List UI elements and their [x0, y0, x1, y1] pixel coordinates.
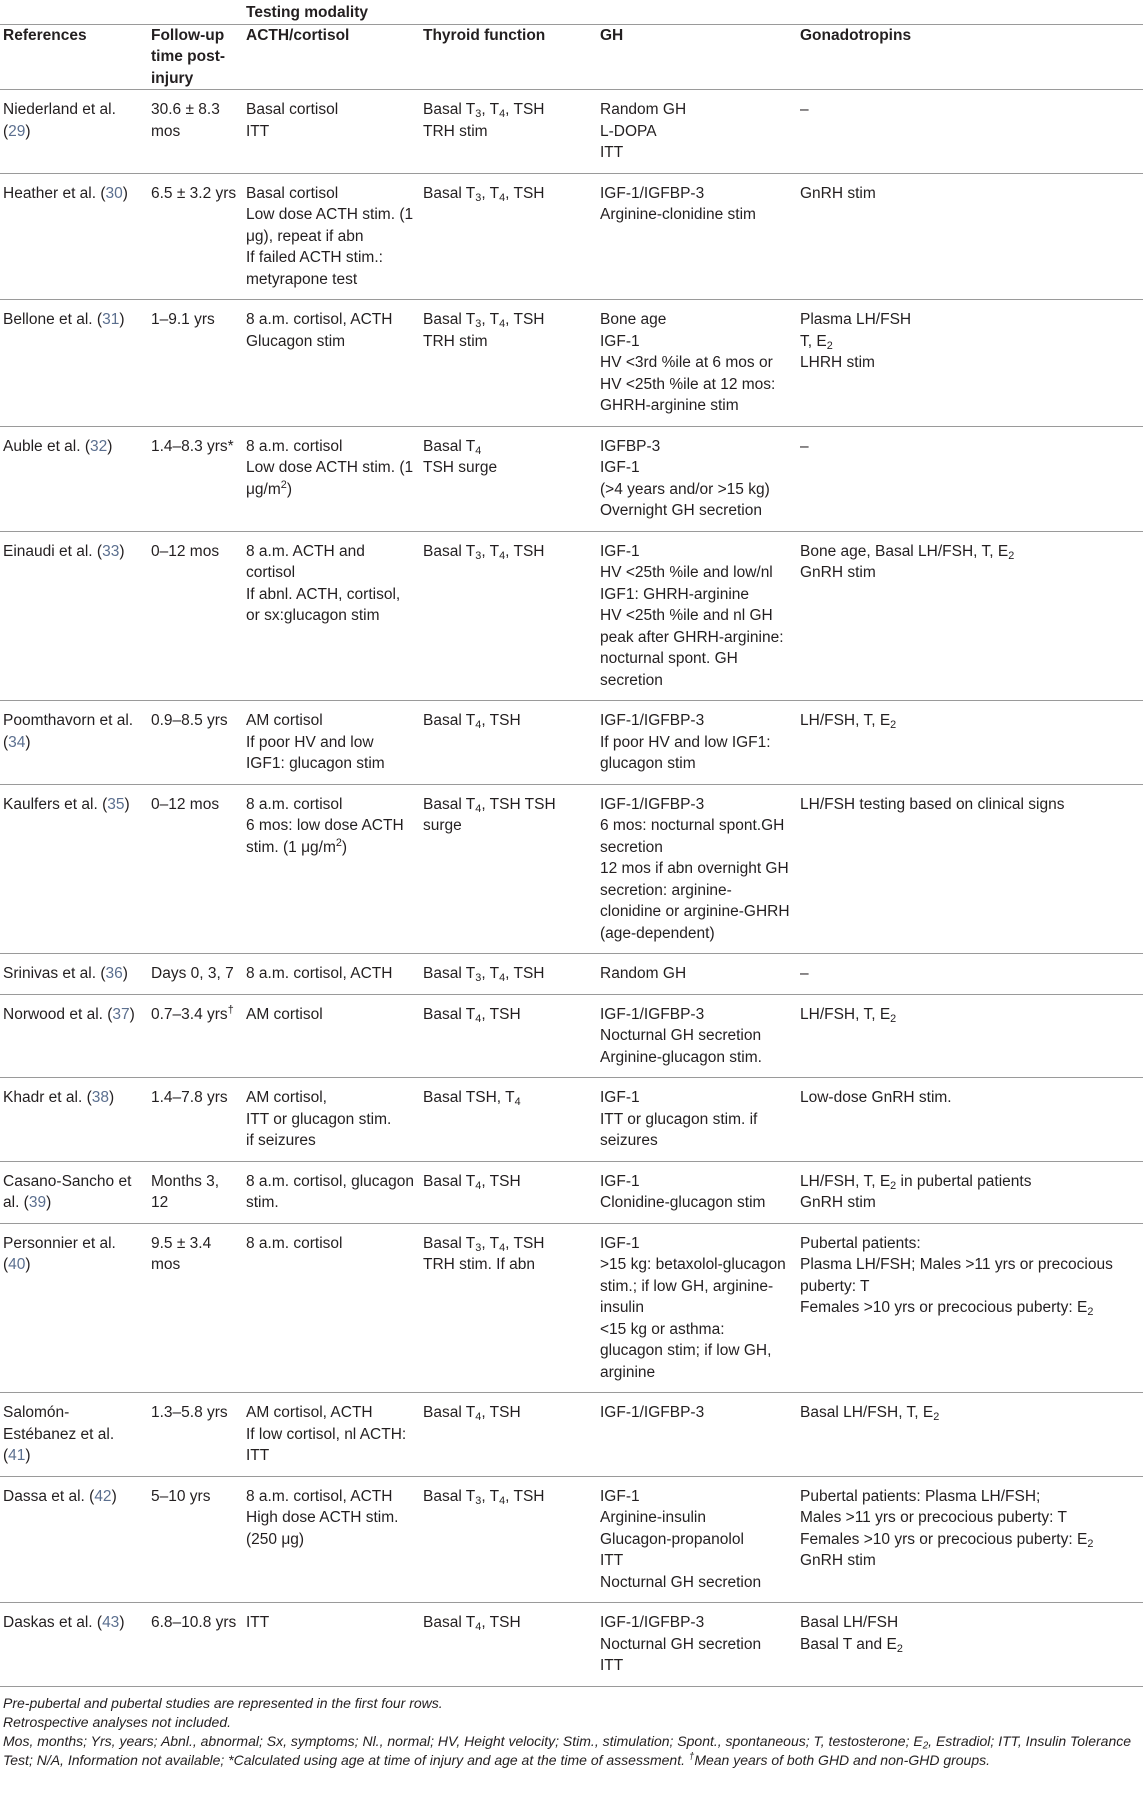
- gh-cell: [597, 1223, 797, 1393]
- gonadotropins-cell: [797, 1161, 1143, 1223]
- table-body: [0, 90, 1143, 1687]
- reference-cell: [0, 1476, 148, 1603]
- cell-line: HV <25th %ile and low/nl IGF1: GHRH-arginine: [600, 564, 773, 603]
- cell-line: (>4 years and/or >15 kg): [600, 480, 770, 498]
- thyroid-cell: [420, 954, 597, 995]
- gh-cell: [597, 1393, 797, 1477]
- cell-line: Basal $T_3$, $T_4$, TSH: [423, 184, 545, 204]
- cell-line: IGF-1: [600, 1234, 640, 1252]
- acth-cortisol-cell: [243, 994, 420, 1078]
- gh-cell: [597, 954, 797, 995]
- cell-line: Basal LH/FSH: [800, 1614, 899, 1631]
- gh-cell: [597, 90, 797, 174]
- cell-line: Pubertal patients: Plasma LH/FSH;: [800, 1487, 1041, 1505]
- citation-link[interactable]: 33: [102, 542, 120, 560]
- gonadotropins-cell: [797, 1078, 1143, 1162]
- reference-close: ): [129, 1005, 135, 1023]
- cell-line: Basal $T_3$, $T_4$, TSH: [423, 542, 545, 562]
- cell-line: 8 a.m. cortisol: [246, 795, 343, 813]
- cell-line: 8 a.m. cortisol: [246, 1234, 343, 1252]
- thyroid-cell: [420, 701, 597, 785]
- cell-line: 6.5 ± 3.2 yrs: [151, 184, 237, 202]
- cell-line: Females >10 yrs or precocious puberty: $E_2$: [800, 1299, 1094, 1319]
- reference-close: ): [124, 795, 130, 813]
- citation-link[interactable]: 43: [102, 1614, 120, 1631]
- gonadotropins-cell: [797, 426, 1143, 531]
- gh-cell: [597, 784, 797, 954]
- followup-cell: [148, 1078, 243, 1162]
- cell-line: TRH stim: [423, 332, 488, 350]
- reference-name: Kaulfers et al. (: [3, 795, 108, 813]
- cell-line: ITT or glucagon stim.: [246, 1110, 392, 1128]
- citation-link[interactable]: 40: [8, 1256, 26, 1273]
- cell-line: If poor HV and low IGF1: glucagon stim: [600, 733, 771, 772]
- cell-line: 8 a.m. cortisol, ACTH: [246, 965, 393, 982]
- reference-cell: [0, 426, 148, 531]
- thyroid-cell: [420, 531, 597, 701]
- cell-line: Days 0, 3, 7: [151, 965, 234, 982]
- cell-line: Arginine-insulin: [600, 1509, 706, 1526]
- followup-cell: [148, 300, 243, 427]
- acth-cortisol-cell: [243, 300, 420, 427]
- reference-cell: [0, 1603, 148, 1687]
- cell-line: If poor HV and low IGF1: glucagon stim: [246, 733, 385, 772]
- reference-name: Dassa et al. (: [3, 1487, 95, 1505]
- cell-line: If low cortisol, nl ACTH: ITT: [246, 1425, 407, 1464]
- cell-line: Basal $T_4$, TSH: [423, 1404, 521, 1424]
- reference-close: ): [122, 184, 128, 202]
- cell-line: 30.6 ± 8.3 mos: [151, 101, 220, 140]
- cell-line: T, $E_2$: [800, 332, 833, 352]
- cell-line: Nocturnal GH secretion: [600, 1027, 762, 1044]
- column-header-acth-cortisol: ACTH/cortisol: [243, 24, 420, 90]
- cell-line: Plasma LH/FSH; Males >11 yrs or precocious puberty: T: [800, 1256, 1113, 1295]
- reference-cell: [0, 90, 148, 174]
- cell-line: Basal $T_4$, TSH: [423, 1005, 521, 1025]
- reference-close: ): [107, 437, 113, 455]
- acth-cortisol-cell: [243, 1078, 420, 1162]
- acth-cortisol-cell: [243, 1476, 420, 1603]
- acth-cortisol-cell: [243, 784, 420, 954]
- reference-close: ): [119, 311, 125, 328]
- cell-line: ITT: [600, 1552, 624, 1569]
- footnote: Mos, months; Yrs, years; Abnl., abnormal; Sx, symptoms; Nl., normal; HV, Height velocity; Stim., stimulation; Spont., spontaneous; T, testosterone; $E_2$, Estradiol; ITT, Insulin Tolerance Test; N/A, Information not available; *Calculated using age at time of injury and age at the time of assessment. †Mean years of both GHD and non-GHD groups.: [3, 1732, 1132, 1768]
- followup-cell: [148, 994, 243, 1078]
- cell-line: LH/FSH, T, $E_2$: [800, 712, 897, 732]
- followup-cell: [148, 1603, 243, 1687]
- table-row: [0, 426, 1143, 531]
- thyroid-cell: [420, 1603, 597, 1687]
- cell-line: 0.9–8.5 yrs: [151, 712, 228, 729]
- reference-cell: [0, 701, 148, 785]
- followup-cell: [148, 1476, 243, 1603]
- acth-cortisol-cell: [243, 1603, 420, 1687]
- cell-line: IGF-1/IGFBP-3: [600, 795, 705, 813]
- gh-cell: [597, 173, 797, 300]
- cell-line: Basal $T_4$, TSH: [423, 712, 521, 732]
- cell-line: AM cortisol, ACTH: [246, 1404, 373, 1421]
- cell-line: LH/FSH testing based on clinical signs: [800, 795, 1065, 813]
- acth-cortisol-cell: [243, 426, 420, 531]
- acth-cortisol-cell: [243, 1161, 420, 1223]
- gh-cell: [597, 1078, 797, 1162]
- column-header-gonadotropins: Gonadotropins: [797, 24, 1143, 90]
- cell-line: Basal $T_4$: [423, 437, 482, 457]
- reference-cell: [0, 784, 148, 954]
- cell-line: IGF-1/IGFBP-3: [600, 1614, 705, 1631]
- gonadotropins-cell: [797, 173, 1143, 300]
- cell-line: Basal $T_3$, $T_4$, TSH: [423, 311, 545, 331]
- cell-line: 1–9.1 yrs: [151, 311, 215, 328]
- cell-line: Basal $T_3$, $T_4$, TSH: [423, 1234, 545, 1254]
- gh-cell: [597, 1476, 797, 1603]
- reference-cell: [0, 954, 148, 995]
- citation-link[interactable]: 39: [28, 1194, 47, 1211]
- cell-line: GnRH stim: [800, 184, 876, 202]
- cell-line: Low dose ACTH stim. (1 $\mu g/m^2$): [246, 459, 414, 498]
- acth-cortisol-cell: [243, 1393, 420, 1477]
- reference-name: Daskas et al. (: [3, 1614, 103, 1631]
- followup-cell: [148, 173, 243, 300]
- cell-line: Basal $T_4$, TSH: [423, 1614, 521, 1634]
- acth-cortisol-cell: [243, 701, 420, 785]
- citation-link[interactable]: 34: [8, 733, 26, 751]
- cell-line: Basal T and $E_2$: [800, 1635, 903, 1655]
- table-row: [0, 701, 1143, 785]
- reference-name: Norwood et al. (: [3, 1005, 113, 1023]
- cell-line: ITT: [246, 1614, 270, 1631]
- cell-line: Males >11 yrs or precocious puberty: T: [800, 1509, 1067, 1526]
- reference-cell: [0, 531, 148, 701]
- reference-cell: [0, 300, 148, 427]
- table-row: [0, 90, 1143, 174]
- cell-line: ITT or glucagon stim. if seizures: [600, 1110, 758, 1149]
- thyroid-cell: [420, 994, 597, 1078]
- gonadotropins-cell: [797, 1393, 1143, 1477]
- thyroid-cell: [420, 173, 597, 300]
- column-header-thyroid: Thyroid function: [420, 24, 597, 90]
- cell-line: 5–10 yrs: [151, 1487, 211, 1505]
- reference-name: Niederland et al. (: [3, 101, 116, 140]
- cell-line: Arginine-glucagon stim.: [600, 1048, 762, 1066]
- reference-name: Heather et al. (: [3, 184, 106, 202]
- gh-cell: [597, 701, 797, 785]
- followup-cell: [148, 90, 243, 174]
- reference-cell: [0, 173, 148, 300]
- cell-line: 6 mos: low dose ACTH stim. (1 $\mu g/m^2$): [246, 817, 404, 856]
- gh-cell: [597, 994, 797, 1078]
- followup-cell: [148, 1223, 243, 1393]
- reference-name: Bellone et al. (: [3, 311, 103, 328]
- gonadotropins-cell: [797, 1603, 1143, 1687]
- testing-modality-header: Testing modality: [246, 4, 369, 21]
- table-row: [0, 1161, 1143, 1223]
- thyroid-cell: [420, 300, 597, 427]
- cell-line: 9.5 ± 3.4 mos: [151, 1234, 212, 1273]
- reference-name: Srinivas et al. (: [3, 965, 106, 982]
- gh-cell: [597, 1603, 797, 1687]
- thyroid-cell: [420, 1223, 597, 1393]
- cell-line: Basal $T_3$, $T_4$, TSH: [423, 101, 545, 121]
- table-row: [0, 994, 1143, 1078]
- cell-line: GnRH stim: [800, 1194, 876, 1211]
- cell-line: IGF-1: [600, 1487, 640, 1505]
- reference-cell: [0, 1393, 148, 1477]
- reference-cell: [0, 1078, 148, 1162]
- cell-line: >15 kg: betaxolol-glucagon stim.; if low GH, arginine-insulin: [600, 1256, 786, 1316]
- followup-cell: [148, 954, 243, 995]
- footnote: Retrospective analyses not included.: [3, 1713, 232, 1730]
- thyroid-cell: [420, 1161, 597, 1223]
- cell-line: IGF-1/IGFBP-3: [600, 184, 705, 202]
- cell-line: Pubertal patients:: [800, 1234, 921, 1252]
- cell-line: HV <25th %ile and nl GH peak after GHRH-arginine: nocturnal spont. GH secretion: [600, 607, 784, 689]
- cell-line: IGF-1/IGFBP-3: [600, 712, 705, 729]
- cell-line: Nocturnal GH secretion: [600, 1635, 762, 1653]
- citation-link[interactable]: 29: [8, 122, 26, 140]
- reference-close: ): [119, 542, 125, 560]
- cell-line: 0–12 mos: [151, 795, 220, 813]
- cell-line: 12 mos if abn overnight GH secretion: arginine-clonidine or arginine-GHRH (age-dependent): [600, 860, 790, 942]
- thyroid-cell: [420, 1476, 597, 1603]
- gonadotropins-cell: [797, 701, 1143, 785]
- gonadotropins-cell: [797, 531, 1143, 701]
- cell-line: IGF-1: [600, 542, 640, 560]
- cell-line: LHRH stim: [800, 354, 875, 371]
- table-row: [0, 1393, 1143, 1477]
- cell-line: Bone age: [600, 311, 667, 328]
- cell-line: 0–12 mos: [151, 542, 220, 560]
- cell-line: AM cortisol: [246, 1005, 323, 1023]
- acth-cortisol-cell: [243, 531, 420, 701]
- citation-link[interactable]: 30: [105, 184, 123, 202]
- gonadotropins-cell: [797, 90, 1143, 174]
- cell-line: ITT: [600, 144, 624, 161]
- reference-close: ): [109, 1089, 115, 1106]
- cell-line: If abnl. ACTH, cortisol, or sx:glucagon stim: [246, 585, 401, 624]
- cell-line: Glucagon stim: [246, 332, 346, 350]
- gh-cell: [597, 1161, 797, 1223]
- citation-link[interactable]: 42: [94, 1487, 112, 1505]
- followup-cell: [148, 784, 243, 954]
- table-row: [0, 954, 1143, 995]
- acth-cortisol-cell: [243, 90, 420, 174]
- cell-line: 0.7–3.4 yrs†: [151, 1003, 234, 1023]
- cell-line: AM cortisol,: [246, 1089, 327, 1106]
- followup-cell: [148, 1161, 243, 1223]
- reference-close: ): [25, 1256, 31, 1273]
- cell-line: Bone age, Basal LH/FSH, T, $E_2$: [800, 542, 1015, 562]
- cell-line: 6 mos: nocturnal spont.GH secretion: [600, 817, 785, 856]
- cell-line: L-DOPA: [600, 122, 657, 140]
- followup-cell: [148, 701, 243, 785]
- cell-line: LH/FSH, T, $E_2$ in pubertal patients: [800, 1172, 1032, 1192]
- cell-line: IGFBP-3: [600, 437, 661, 455]
- testing-modality-table: [0, 2, 1143, 1687]
- cell-line: 1.4–7.8 yrs: [151, 1089, 228, 1106]
- reference-cell: [0, 994, 148, 1078]
- cell-line: Clonidine-glucagon stim: [600, 1194, 766, 1211]
- cell-line: If failed ACTH stim.: metyrapone test: [246, 249, 383, 288]
- reference-name: Auble et al. (: [3, 437, 91, 455]
- table-row: [0, 784, 1143, 954]
- reference-close: ): [46, 1194, 52, 1211]
- cell-line: Arginine-clonidine stim: [600, 206, 756, 223]
- cell-line: IGF-1: [600, 332, 640, 350]
- cell-line: AM cortisol: [246, 712, 323, 729]
- cell-line: TSH surge: [423, 459, 498, 476]
- gonadotropins-cell: [797, 300, 1143, 427]
- cell-line: Basal TSH, $T_4$: [423, 1089, 521, 1109]
- reference-name: Poomthavorn et al. (: [3, 712, 134, 751]
- cell-line: IGF-1: [600, 1089, 640, 1106]
- cell-line: Basal LH/FSH, T, $E_2$: [800, 1404, 940, 1424]
- gh-cell: [597, 300, 797, 427]
- cell-line: Females >10 yrs or precocious puberty: $E_2$: [800, 1530, 1094, 1550]
- cell-line: Random GH: [600, 101, 687, 118]
- table-row: [0, 1223, 1143, 1393]
- cell-line: 8 a.m. cortisol: [246, 437, 343, 455]
- reference-close: ): [25, 122, 31, 140]
- reference-close: ): [111, 1487, 117, 1505]
- gonadotropins-cell: [797, 1476, 1143, 1603]
- cell-line: Plasma LH/FSH: [800, 311, 912, 328]
- gh-cell: [597, 531, 797, 701]
- cell-line: Basal $T_4$, TSH: [423, 1172, 521, 1192]
- cell-line: Basal $T_3$, $T_4$, TSH: [423, 965, 545, 985]
- footnote: Pre-pubertal and pubertal studies are represented in the first four rows.: [3, 1694, 443, 1711]
- citation-link[interactable]: 37: [112, 1005, 130, 1023]
- cell-line: GnRH stim: [800, 564, 876, 581]
- cell-line: Basal $T_4$, TSH TSH surge: [423, 795, 556, 834]
- cell-line: Months 3, 12: [151, 1172, 220, 1211]
- cell-line: ITT: [246, 122, 270, 140]
- table-row: [0, 300, 1143, 427]
- cell-line: Random GH: [600, 965, 687, 982]
- thyroid-cell: [420, 1393, 597, 1477]
- reference-name: Khadr et al. (: [3, 1089, 92, 1106]
- cell-line: 1.4–8.3 yrs*: [151, 437, 234, 455]
- gonadotropins-cell: [797, 994, 1143, 1078]
- citation-link[interactable]: 38: [91, 1089, 109, 1106]
- reference-close: ): [119, 1614, 125, 1631]
- gonadotropins-cell: [797, 1223, 1143, 1393]
- cell-line: 1.3–5.8 yrs: [151, 1404, 228, 1421]
- cell-line: 8 a.m. cortisol, ACTH: [246, 1487, 393, 1505]
- column-header-gh: GH: [597, 24, 797, 90]
- gh-cell: [597, 426, 797, 531]
- reference-close: ): [122, 965, 128, 982]
- cell-line: TRH stim. If abn: [423, 1256, 535, 1273]
- cell-line: 8 a.m. cortisol, ACTH: [246, 311, 393, 328]
- table-row: [0, 531, 1143, 701]
- table-row: [0, 1078, 1143, 1162]
- cell-line: TRH stim: [423, 122, 488, 140]
- cell-line: Low-dose GnRH stim.: [800, 1089, 952, 1106]
- cell-line: 8 a.m. ACTH and cortisol: [246, 542, 365, 581]
- cell-line: –: [800, 437, 809, 455]
- followup-cell: [148, 531, 243, 701]
- reference-cell: [0, 1161, 148, 1223]
- cell-line: if seizures: [246, 1132, 316, 1149]
- cell-line: Overnight GH secretion: [600, 502, 762, 519]
- citation-link[interactable]: 32: [90, 437, 108, 455]
- cell-line: Nocturnal GH secretion: [600, 1573, 762, 1591]
- cell-line: IGF-1/IGFBP-3: [600, 1005, 705, 1023]
- cell-line: IGF-1/IGFBP-3: [600, 1404, 705, 1421]
- citation-link[interactable]: 41: [8, 1447, 26, 1464]
- cell-line: Basal cortisol: [246, 101, 339, 118]
- reference-name: Einaudi et al. (: [3, 542, 103, 560]
- cell-line: –: [800, 101, 809, 118]
- reference-name: Salomón-Estébanez et al. (: [3, 1404, 115, 1464]
- followup-cell: [148, 426, 243, 531]
- thyroid-cell: [420, 90, 597, 174]
- acth-cortisol-cell: [243, 954, 420, 995]
- cell-line: <15 kg or asthma: glucagon stim; if low GH, arginine: [600, 1320, 772, 1381]
- citation-link[interactable]: 36: [105, 965, 123, 982]
- cell-line: 6.8–10.8 yrs: [151, 1614, 237, 1631]
- cell-line: Glucagon-propanolol: [600, 1530, 744, 1548]
- reference-name: Casano-Sancho et al. (: [3, 1172, 132, 1211]
- cell-line: 8 a.m. cortisol, glucagon stim.: [246, 1172, 415, 1211]
- table-row: [0, 1603, 1143, 1687]
- cell-line: LH/FSH, T, $E_2$: [800, 1005, 897, 1025]
- cell-line: Basal $T_3$, $T_4$, TSH: [423, 1487, 545, 1507]
- gonadotropins-cell: [797, 954, 1143, 995]
- cell-line: ITT: [600, 1657, 624, 1674]
- citation-link[interactable]: 31: [102, 311, 120, 328]
- column-header-followup: Follow-up time post-injury: [148, 24, 243, 90]
- cell-line: Basal cortisol: [246, 184, 339, 202]
- reference-cell: [0, 1223, 148, 1393]
- cell-line: –: [800, 965, 809, 982]
- cell-line: IGF-1: [600, 1172, 640, 1190]
- cell-line: High dose ACTH stim. (250 μg): [246, 1509, 399, 1548]
- acth-cortisol-cell: [243, 173, 420, 300]
- thyroid-cell: [420, 1078, 597, 1162]
- thyroid-cell: [420, 426, 597, 531]
- cell-line: IGF-1: [600, 459, 640, 476]
- column-header-references: References: [0, 24, 148, 90]
- cell-line: Low dose ACTH stim. (1 μg), repeat if abn: [246, 206, 414, 245]
- citation-link[interactable]: 35: [107, 795, 125, 813]
- reference-close: ): [25, 733, 31, 751]
- table-row: [0, 173, 1143, 300]
- followup-cell: [148, 1393, 243, 1477]
- table-footnotes: [0, 1687, 1143, 1770]
- cell-line: HV <3rd %ile at 6 mos or HV <25th %ile at 12 mos: GHRH-arginine stim: [600, 354, 776, 414]
- thyroid-cell: [420, 784, 597, 954]
- table-row: [0, 1476, 1143, 1603]
- acth-cortisol-cell: [243, 1223, 420, 1393]
- reference-close: ): [25, 1447, 31, 1464]
- reference-name: Personnier et al. (: [3, 1234, 116, 1273]
- cell-line: GnRH stim: [800, 1552, 876, 1569]
- gonadotropins-cell: [797, 784, 1143, 954]
